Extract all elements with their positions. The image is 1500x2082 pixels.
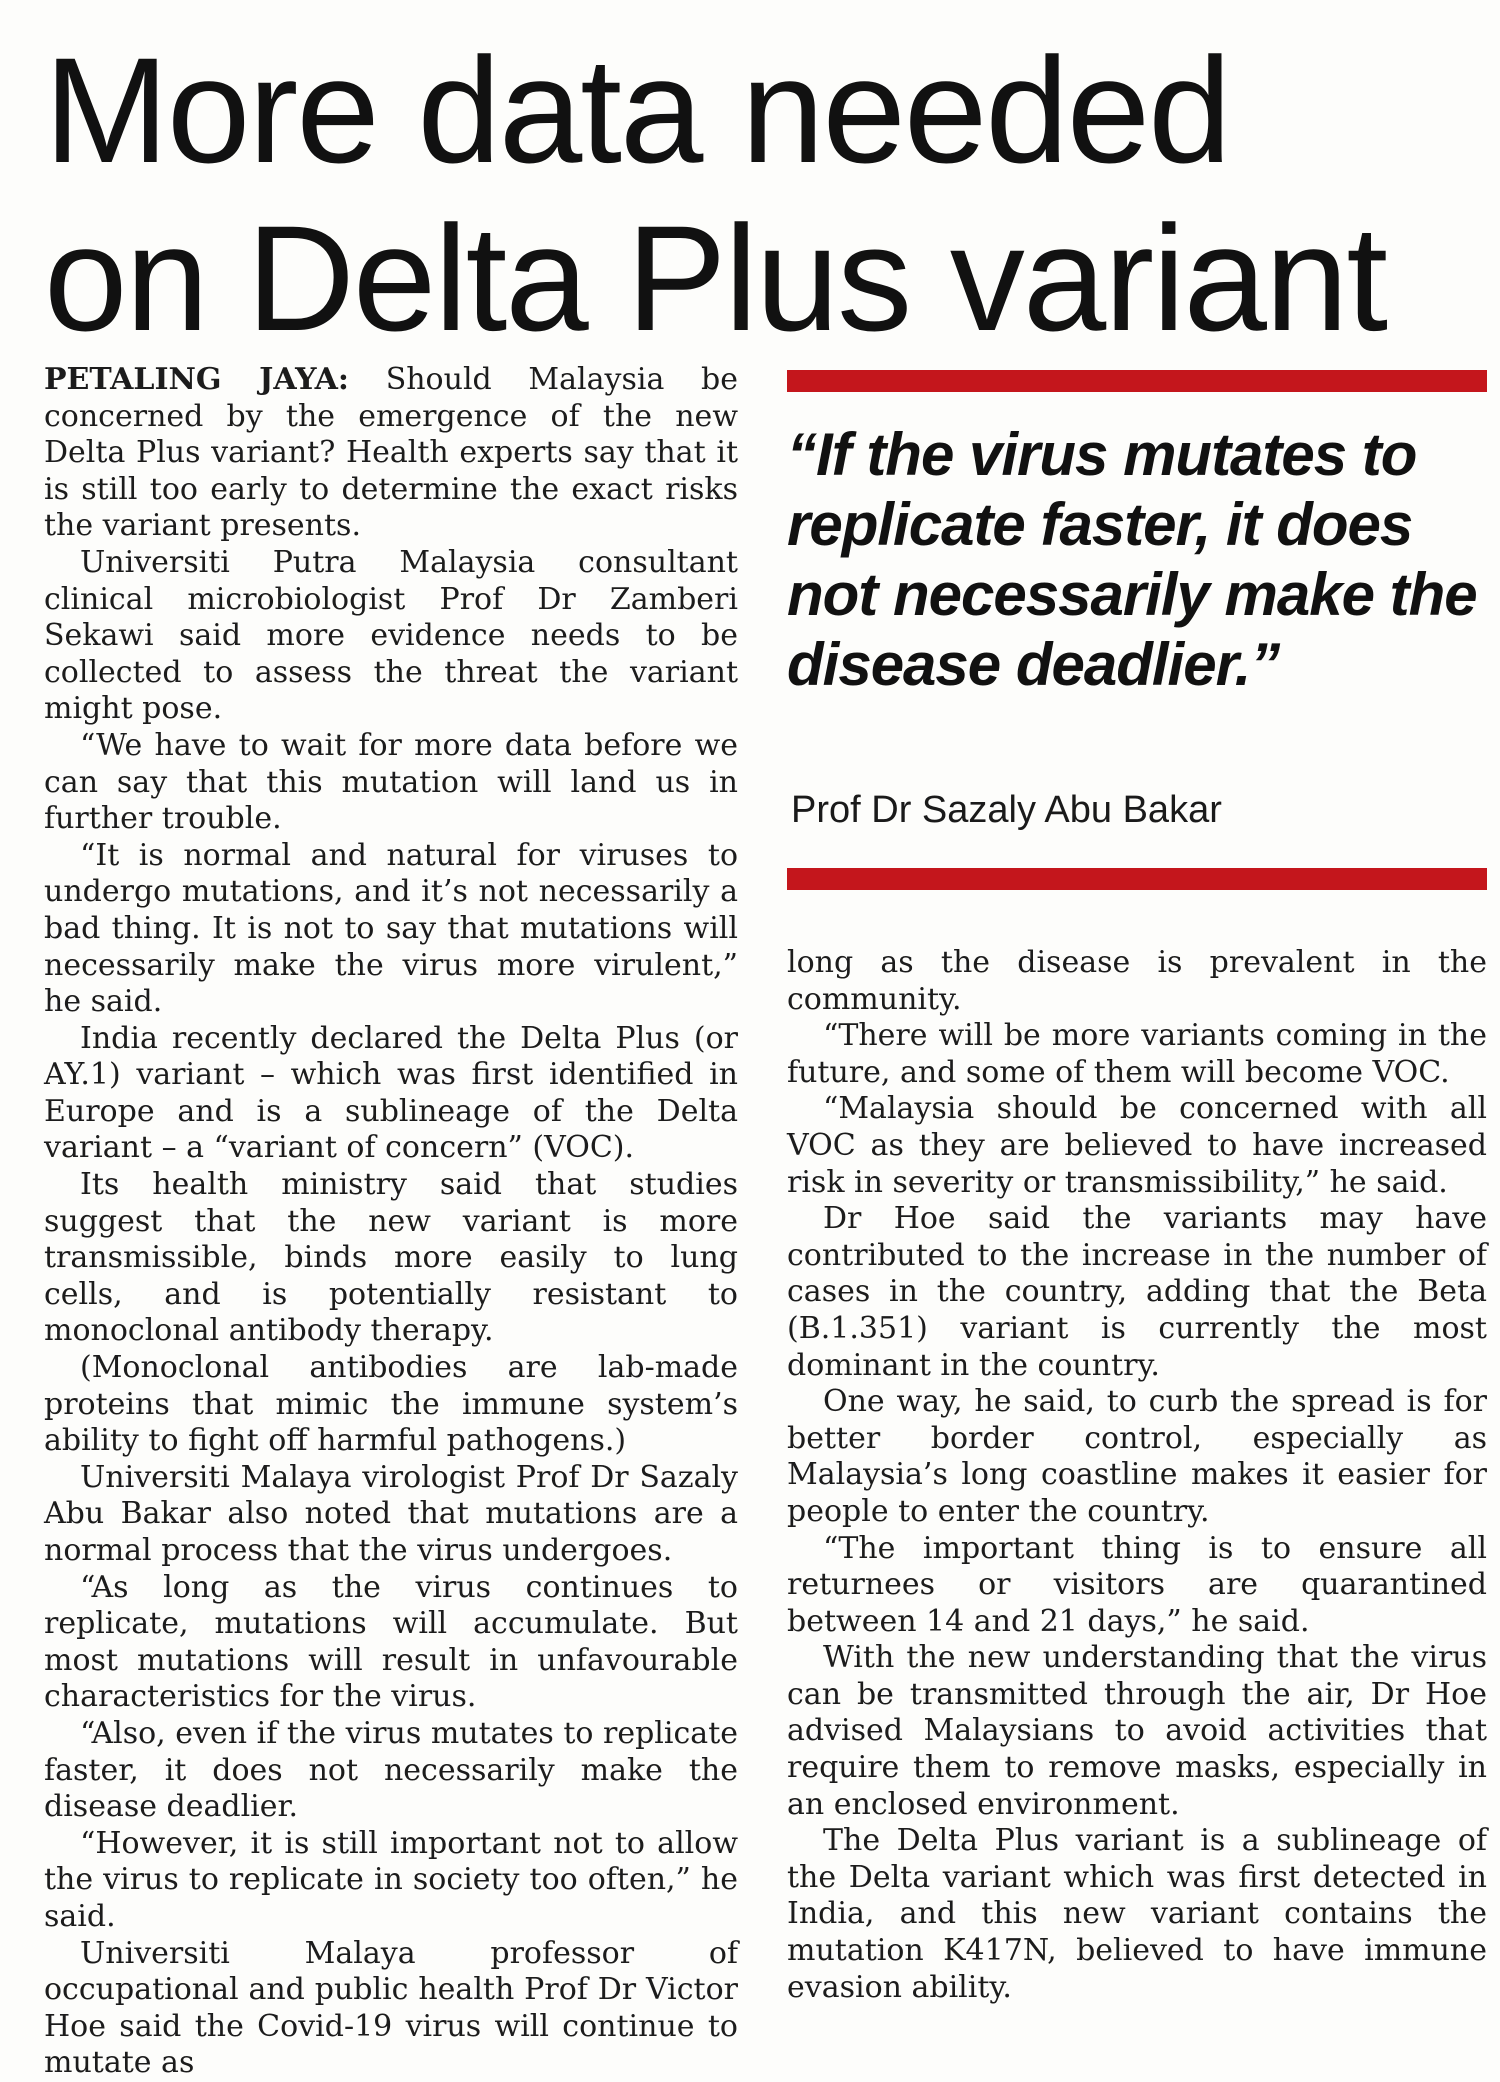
article-paragraph: (Monoclonal antibodies are lab-made proteins that mimic the immune system’s ability to fight off harmful pathogens.) [44,1350,738,1459]
article-paragraph: “As long as the virus continues to replicate, mutations will accumulate. But most mutations will result in unfavourable characteristics for the virus. [44,1569,738,1715]
pull-quote-bottom-rule [787,868,1487,890]
article-column-right [787,945,1487,2006]
article-paragraph: Universiti Malaya virologist Prof Dr Sazaly Abu Bakar also noted that mutations are a normal process that the virus undergoes. [44,1459,738,1568]
article-paragraph: “However, it is still important not to allow the virus to replicate in society too often,” he said. [44,1825,738,1934]
article-paragraph: With the new understanding that the virus can be transmitted through the air, Dr Hoe advised Malaysians to avoid activities that require them to remove masks, especially in an enclosed environment. [787,1640,1487,1822]
pull-quote-box [787,370,1487,900]
pull-quote-top-rule [787,370,1487,392]
article-paragraph: Its health ministry said that studies suggest that the new variant is more transmissible, binds more easily to lung cells, and is potentially resistant to monoclonal antibody therapy. [44,1167,738,1349]
article-paragraph: Universiti Putra Malaysia consultant clinical microbiologist Prof Dr Zamberi Sekawi said more evidence needs to be collected to assess the threat the variant might pose. [44,544,738,727]
article-paragraph: The Delta Plus variant is a sublineage of the Delta variant which was first detected in India, and this new variant contains the mutation K417N, believed to have immune evasion ability. [787,1823,1487,2005]
article-paragraph [44,362,738,545]
article-paragraph: “Also, even if the virus mutates to replicate faster, it does not necessarily make the disease deadlier. [44,1715,738,1825]
pull-quote-text: “If the virus mutates to replicate faster, it does not necessarily make the disease deadlier.” [787,421,1477,698]
article-paragraph: India recently declared the Delta Plus (or AY.1) variant – which was first identified in Europe and is a sublineage of the Delta variant – a “variant of concern” (VOC). [44,1020,738,1166]
article-paragraph: “There will be more variants coming in the future, and some of them will become VOC. [787,1018,1487,1090]
dateline: PETALING JAYA: [44,362,349,397]
paragraph-text: Should Malaysia be concerned by the emergence of the new Delta Plus variant? Health experts say that it is still too early to determine the exact risks the variant presents. [44,362,738,544]
article-paragraph: Universiti Malaya professor of occupational and public health Prof Dr Victor Hoe said the Covid-19 virus will continue to mutate as [44,1935,738,2081]
article-paragraph: Dr Hoe said the variants may have contributed to the increase in the number of cases in the country, adding that the Beta (B.1.351) variant is currently the most dominant in the country. [787,1201,1487,1383]
article-column-left [44,362,738,2082]
headline-line-1: More data needed [44,26,1230,194]
article-paragraph: “It is normal and natural for viruses to undergo mutations, and it’s not necessarily a bad thing. It is not to say that mutations will necessarily make the virus more virulent,” he said. [44,837,738,1020]
headline [44,26,1464,362]
headline-line-2: on Delta Plus variant [44,194,1387,362]
article-paragraph: “We have to wait for more data before we can say that this mutation will land us in further trouble. [44,727,738,837]
article-paragraph: long as the disease is prevalent in the community. [787,945,1487,1017]
pull-quote-attribution: Prof Dr Sazaly Abu Bakar [791,789,1222,831]
article-paragraph: One way, he said, to curb the spread is for better border control, especially as Malaysia’s long coastline makes it easier for people to enter the country. [787,1384,1487,1529]
article-paragraph: “The important thing is to ensure all returnees or visitors are quarantined between 14 and 21 days,” he said. [787,1530,1487,1639]
article-paragraph: “Malaysia should be concerned with all VOC as they are believed to have increased risk in severity or transmissibility,” he said. [787,1091,1487,1200]
